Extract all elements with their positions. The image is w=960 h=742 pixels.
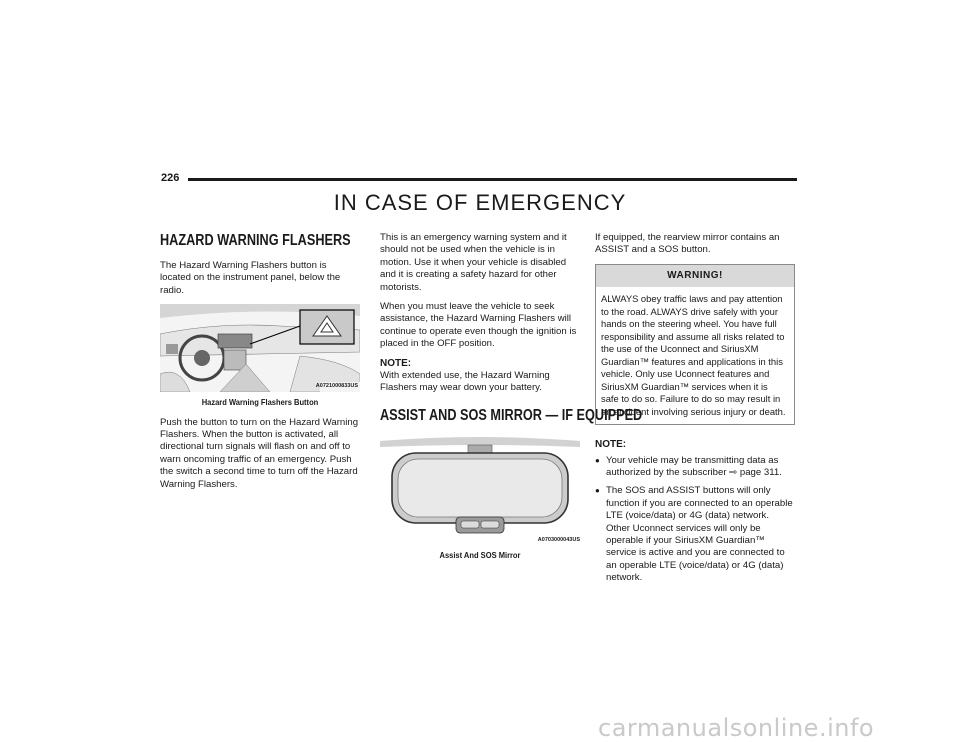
column-1 (160, 232, 360, 498)
section-heading-hazard: HAZARD WARNING FLASHERS (160, 232, 351, 249)
figure-code: A0703000043US (537, 537, 580, 544)
note-label: NOTE: (380, 357, 412, 369)
page-number: 226 (161, 172, 180, 184)
header-rule (188, 178, 797, 181)
hazard-body: Push the button to turn on the Hazard Warning Flashers. When the button is activated, all directional turn signals will flash on and off to warn oncoming traffic of an emergency. Push the switch a second time to turn off the Hazard Warning Flashers. (160, 416, 359, 490)
section-heading-mirror: ASSIST AND SOS MIRROR — IF EQUIPPED (380, 406, 643, 424)
column-2 (380, 232, 643, 569)
hazard-paragraph-2: When you must leave the vehicle to seek assistance, the Hazard Warning Flashers will continue to operate even though the ignition is placed in the OFF position. (380, 301, 577, 350)
note-label: NOTE: (595, 439, 627, 451)
list-item: ● Your vehicle may be transmitting data as authorized by the subscriber ⇨ page 311. (595, 455, 795, 480)
mirror-illustration (380, 435, 580, 545)
warning-box (595, 264, 795, 425)
hazard-intro: The Hazard Warning Flashers button is located on the instrument panel, below the radio. (160, 260, 341, 296)
list-item: ● The SOS and ASSIST buttons will only function if you are connected to an operable LTE (voice/data) or 4G (data) network. Other Uconnect services will only be operable if your SiriusXM Guardian™ service is active and you are connected to an operable LTE (voice/data) or 4G (data) network. (595, 485, 795, 584)
note-list (595, 455, 795, 585)
chapter-title: IN CASE OF EMERGENCY (333, 190, 627, 215)
hazard-paragraph-1: This is an emergency warning system and it should not be used when the vehicle is in motion. Use it when your vehicle is disabled and it is creating a safety hazard for other motorists. (380, 232, 567, 293)
warning-text: ALWAYS obey traffic laws and pay attention to the road. ALWAYS drive safely with your hands on the steering wheel. You have full responsibility and assume all risks related to the use of the Uconnect and SiriusXM Guardian™ features and applications in this vehicle. Only use Uconnect features and SiriusXM Guardian™ services when it is safe to do so. Failure to do so may result in an accident involving serious injury or death. (601, 293, 786, 417)
hazard-figure (160, 304, 360, 392)
mirror-figure (380, 435, 580, 545)
figure-caption: Assist And SOS Mirror (439, 549, 521, 560)
column-3 (595, 232, 795, 591)
warning-title: WARNING! (596, 265, 794, 287)
figure-caption: Hazard Warning Flashers Button (201, 397, 319, 408)
figure-code: A0721000833US (315, 382, 358, 389)
watermark: carmanualsonline.info (598, 714, 875, 742)
mirror-intro: If equipped, the rearview mirror contains an ASSIST and a SOS button. (595, 232, 780, 256)
note-text: With extended use, the Hazard Warning Flashers may wear down your battery. (380, 370, 550, 394)
